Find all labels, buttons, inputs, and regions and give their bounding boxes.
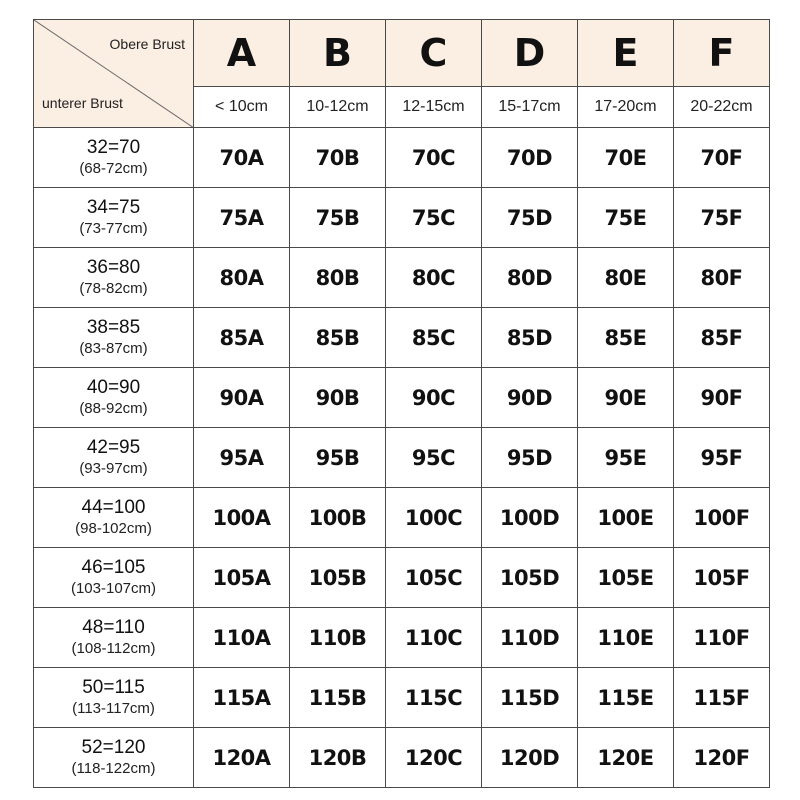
band-range-label: (118-122cm) [71,760,156,777]
bra-size-cell: 75F [674,188,770,248]
bra-size-cell: 110F [674,608,770,668]
bra-size-cell: 110C [386,608,482,668]
bra-size-cell: 120A [194,728,290,788]
bra-size-cell: 100F [674,488,770,548]
bra-size-cell: 95B [290,428,386,488]
table-row [34,488,770,548]
cup-letter-3: D [482,20,578,87]
cup-letter-row [34,20,770,87]
bra-size-cell: 85D [482,308,578,368]
bra-size-cell: 105A [194,548,290,608]
bra-size-cell: 120B [290,728,386,788]
bra-size-cell: 115C [386,668,482,728]
size-chart-body [34,20,770,788]
bra-size-cell: 90D [482,368,578,428]
band-size-cell [34,488,194,548]
table-row [34,248,770,308]
bra-size-cell: 105C [386,548,482,608]
cup-range-5: 20-22cm [674,87,770,128]
bra-size-cell: 120C [386,728,482,788]
band-size-label: 52=120 [81,737,146,759]
band-size-cell [34,728,194,788]
bra-size-cell: 95E [578,428,674,488]
bra-size-cell: 90A [194,368,290,428]
bra-size-cell: 85B [290,308,386,368]
band-size-cell [34,428,194,488]
band-size-label: 48=110 [82,617,145,639]
bra-size-cell: 105F [674,548,770,608]
band-range-label: (103-107cm) [70,580,157,597]
table-row [34,548,770,608]
cup-letter-0: A [194,20,290,87]
bra-size-cell: 80C [386,248,482,308]
bra-size-cell: 75E [578,188,674,248]
band-size-cell [34,548,194,608]
band-size-cell [34,368,194,428]
table-row [34,428,770,488]
bra-size-cell: 70F [674,128,770,188]
bra-size-cell: 90E [578,368,674,428]
bra-size-cell: 75C [386,188,482,248]
table-row [34,608,770,668]
band-range-label: (108-112cm) [71,640,156,657]
band-size-cell [34,608,194,668]
table-row [34,188,770,248]
bra-size-cell: 70B [290,128,386,188]
bra-size-cell: 90C [386,368,482,428]
bra-size-cell: 100C [386,488,482,548]
band-size-cell [34,308,194,368]
cup-range-1: 10-12cm [290,87,386,128]
band-size-cell [34,668,194,728]
bra-size-cell: 95F [674,428,770,488]
bra-size-cell: 115F [674,668,770,728]
bra-size-cell: 100B [290,488,386,548]
bra-size-cell: 95D [482,428,578,488]
band-size-label: 50=115 [82,677,145,699]
under-bust-label: unterer Brust [42,95,123,111]
bra-size-cell: 115B [290,668,386,728]
bra-size-cell: 80B [290,248,386,308]
bra-size-cell: 100D [482,488,578,548]
bra-size-cell: 105D [482,548,578,608]
band-size-cell [34,188,194,248]
bra-size-cell: 95A [194,428,290,488]
band-range-label: (78-82cm) [79,280,148,297]
bra-size-cell: 110E [578,608,674,668]
band-range-label: (98-102cm) [75,520,152,537]
bra-size-cell: 95C [386,428,482,488]
bra-size-cell: 75D [482,188,578,248]
bra-size-cell: 100E [578,488,674,548]
upper-bust-label: Obere Brust [109,36,185,52]
band-range-label: (68-72cm) [79,160,148,177]
band-size-label: 46=105 [81,557,146,579]
band-range-label: (73-77cm) [79,220,148,237]
bra-size-cell: 120F [674,728,770,788]
bra-size-cell: 85C [386,308,482,368]
bra-size-cell: 80F [674,248,770,308]
bra-size-cell: 105E [578,548,674,608]
cup-letter-4: E [578,20,674,87]
bra-size-cell: 75A [194,188,290,248]
bra-size-cell: 80D [482,248,578,308]
bra-size-cell: 105B [290,548,386,608]
cup-range-4: 17-20cm [578,87,674,128]
cup-letter-1: B [290,20,386,87]
band-range-label: (83-87cm) [79,340,148,357]
bra-size-cell: 85A [194,308,290,368]
bra-size-cell: 85E [578,308,674,368]
band-range-label: (88-92cm) [79,400,148,417]
bra-size-cell: 70D [482,128,578,188]
bra-size-cell: 110B [290,608,386,668]
band-range-label: (113-117cm) [72,700,155,717]
band-size-cell [34,128,194,188]
bra-size-cell: 80A [194,248,290,308]
bra-size-cell: 70A [194,128,290,188]
size-chart-table [33,19,770,788]
bra-size-cell: 115A [194,668,290,728]
bra-size-cell: 90F [674,368,770,428]
cup-letter-2: C [386,20,482,87]
table-row [34,308,770,368]
corner-header-cell [34,20,194,128]
table-row [34,128,770,188]
band-size-cell [34,248,194,308]
bra-size-cell: 70C [386,128,482,188]
band-size-label: 34=75 [86,197,141,219]
band-range-label: (93-97cm) [79,460,148,477]
band-size-label: 40=90 [86,377,141,399]
bra-size-cell: 100A [194,488,290,548]
bra-size-cell: 120D [482,728,578,788]
cup-range-3: 15-17cm [482,87,578,128]
cup-range-2: 12-15cm [386,87,482,128]
band-size-label: 42=95 [86,437,141,459]
bra-size-cell: 120E [578,728,674,788]
bra-size-cell: 75B [290,188,386,248]
bra-size-cell: 90B [290,368,386,428]
table-row [34,728,770,788]
band-size-label: 36=80 [86,257,141,279]
bra-size-cell: 115D [482,668,578,728]
band-size-label: 44=100 [81,497,146,519]
bra-size-cell: 70E [578,128,674,188]
cup-letter-5: F [674,20,770,87]
cup-range-0: < 10cm [194,87,290,128]
band-size-label: 38=85 [86,317,141,339]
bra-size-cell: 110A [194,608,290,668]
table-row [34,668,770,728]
bra-size-cell: 80E [578,248,674,308]
table-row [34,368,770,428]
bra-size-cell: 85F [674,308,770,368]
bra-size-cell: 110D [482,608,578,668]
bra-size-cell: 115E [578,668,674,728]
band-size-label: 32=70 [86,137,141,159]
